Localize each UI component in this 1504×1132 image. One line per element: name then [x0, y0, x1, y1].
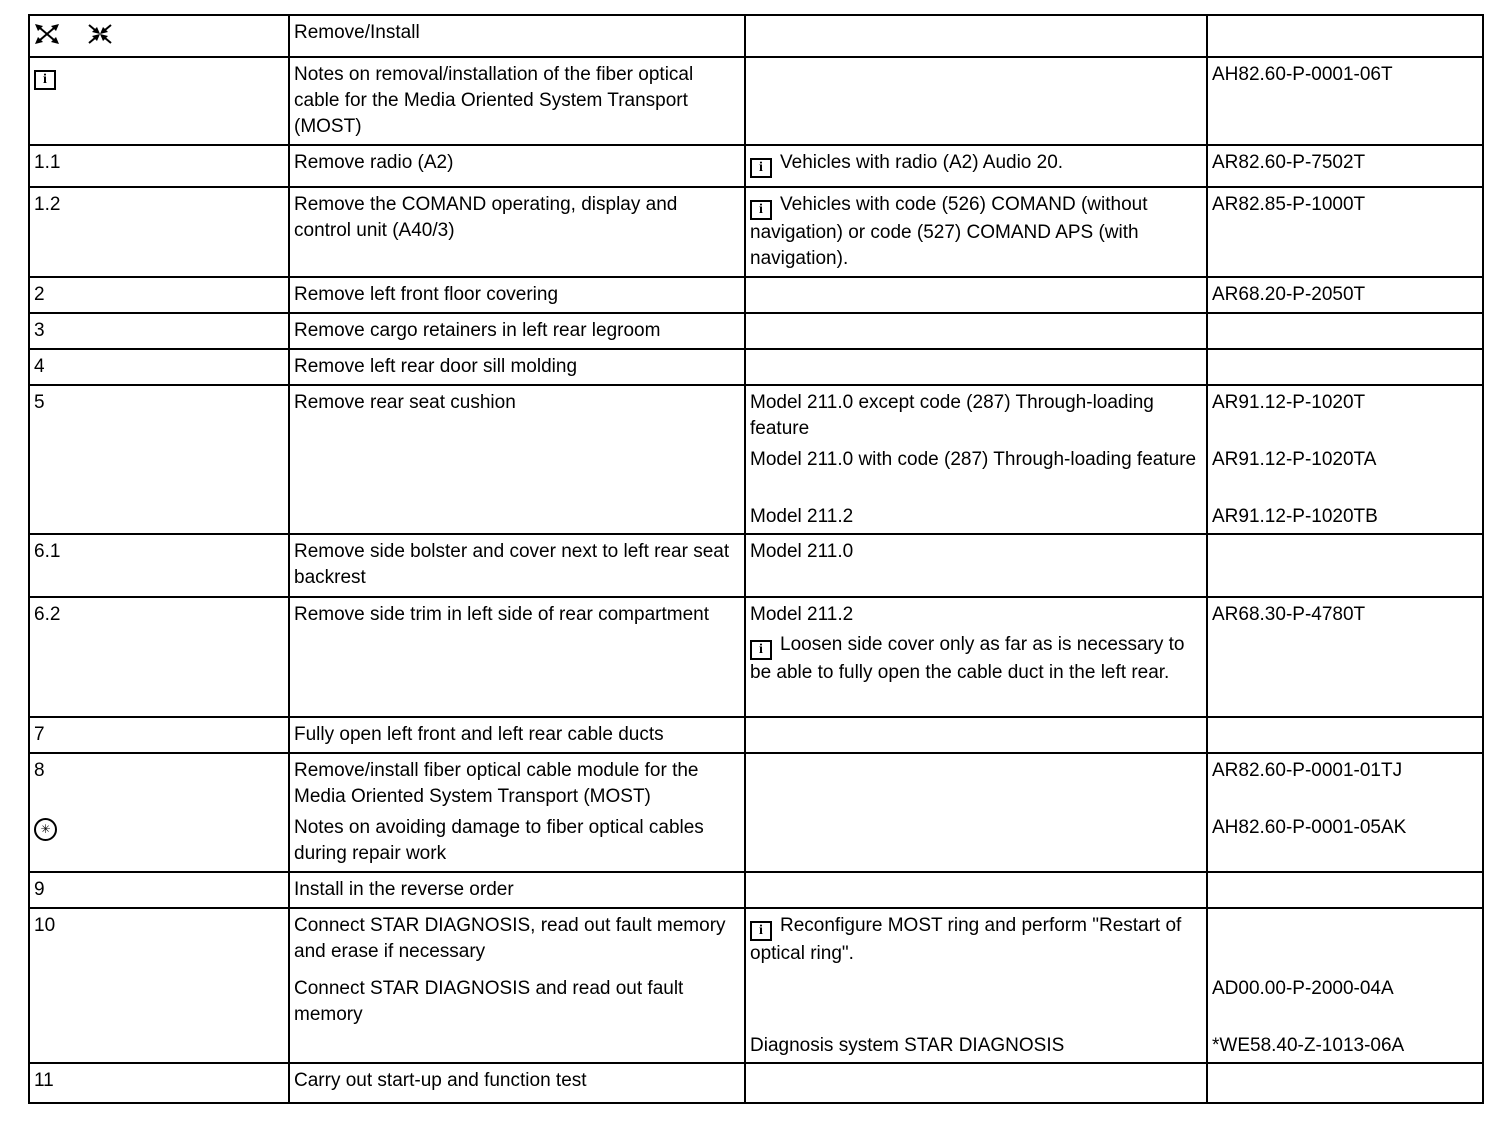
doc-code[interactable]: AH82.60-P-0001-06T — [1212, 64, 1393, 85]
table-row — [30, 535, 1482, 598]
note — [750, 192, 1198, 272]
description-cell — [290, 909, 746, 1062]
doc-code[interactable]: AR91.12-P-1020TA — [1212, 449, 1377, 470]
code-cell — [1208, 314, 1482, 348]
code-cell — [1208, 1064, 1482, 1102]
notes-cell — [746, 718, 1208, 752]
code-cell — [1208, 188, 1482, 276]
description-cell — [290, 16, 746, 56]
step-cell — [30, 1064, 290, 1102]
step-cell — [30, 278, 290, 312]
description-cell — [290, 146, 746, 186]
task-description: Remove side bolster and cover next to left rear seat backrest — [294, 541, 730, 588]
step-number: 11 — [34, 1070, 54, 1091]
step-cell — [30, 598, 290, 716]
code-cell — [1208, 350, 1482, 384]
model-note: Model 211.0 with code (287) Through-loading feature — [750, 449, 1197, 470]
description-cell — [290, 58, 746, 144]
info-icon: i — [750, 921, 772, 941]
description-cell — [290, 386, 746, 533]
doc-code[interactable]: AR91.12-P-1020TB — [1212, 506, 1378, 527]
info-icon: i — [34, 70, 56, 90]
header-icons-cell — [30, 16, 290, 56]
code-cell — [1208, 873, 1482, 907]
table-row — [30, 314, 1482, 350]
model-note: Model 211.2 — [750, 506, 854, 527]
notes-cell — [746, 278, 1208, 312]
notes-cell — [746, 16, 1208, 56]
table-row — [30, 350, 1482, 386]
code-cell — [1208, 754, 1482, 871]
model-note: Model 211.0 — [750, 541, 854, 562]
assemble-icon — [87, 23, 113, 53]
notes-cell — [746, 873, 1208, 907]
step-number: 6.2 — [34, 604, 61, 625]
note-text: Vehicles with radio (A2) Audio 20. — [780, 152, 1064, 173]
step-cell — [30, 146, 290, 186]
notes-cell — [746, 58, 1208, 144]
notes-cell — [746, 350, 1208, 384]
step-number: 1.1 — [34, 152, 61, 173]
description-cell — [290, 188, 746, 276]
task-description: Remove left rear door sill molding — [294, 356, 578, 377]
disassemble-icon — [34, 23, 60, 53]
step-number: 10 — [34, 915, 56, 936]
spacer — [1212, 913, 1474, 976]
task-description: Remove side trim in left side of rear compartment — [294, 604, 709, 625]
step-number: 7 — [34, 724, 45, 745]
info-icon: i — [750, 158, 772, 178]
code-cell — [1208, 909, 1482, 1062]
code-cell — [1208, 16, 1482, 56]
step-cell — [30, 58, 290, 144]
task-description: Remove/install fiber optical cable module for the Media Oriented System Transport (MOST) — [294, 760, 699, 807]
model-note: Model 211.2 — [750, 604, 854, 625]
note-text: Vehicles with code (526) COMAND (without navigation) or code (527) COMAND APS (with navigation). — [750, 194, 1148, 269]
doc-code[interactable]: *WE58.40-Z-1013-06A — [1212, 1035, 1405, 1056]
table-row — [30, 754, 1482, 873]
table-row — [30, 718, 1482, 754]
description-cell — [290, 598, 746, 716]
table-row — [30, 909, 1482, 1064]
table-row — [30, 598, 1482, 718]
task-description: Fully open left front and left rear cable ducts — [294, 724, 664, 745]
step-number: 8 — [34, 760, 45, 781]
description-cell — [290, 314, 746, 348]
notes-cell — [746, 146, 1208, 186]
task-description: Install in the reverse order — [294, 879, 514, 900]
task-description: Remove radio (A2) — [294, 152, 454, 173]
note-text: Diagnosis system STAR DIAGNOSIS — [750, 1035, 1065, 1056]
task-description: Notes on removal/installation of the fiber optical cable for the Media Oriented System Transport (MOST) — [294, 64, 694, 137]
step-number: 2 — [34, 284, 45, 305]
notes-cell — [746, 535, 1208, 596]
table-header-row — [30, 16, 1482, 58]
step-cell — [30, 873, 290, 907]
description-cell — [290, 754, 746, 871]
task-description: Connect STAR DIAGNOSIS and read out fault memory — [294, 978, 684, 1025]
step-cell — [30, 350, 290, 384]
description-cell — [290, 718, 746, 752]
doc-code[interactable]: AR91.12-P-1020T — [1212, 392, 1366, 413]
step-cell — [30, 188, 290, 276]
table-row — [30, 188, 1482, 278]
task-description: Connect STAR DIAGNOSIS, read out fault memory and erase if necessary — [294, 915, 726, 962]
step-cell — [30, 909, 290, 1062]
step-number: 6.1 — [34, 541, 61, 562]
code-cell — [1208, 718, 1482, 752]
doc-code[interactable]: AR82.85-P-1000T — [1212, 194, 1366, 215]
task-description: Remove the COMAND operating, display and control unit (A40/3) — [294, 194, 678, 241]
step-cell — [30, 535, 290, 596]
step-number: 4 — [34, 356, 45, 377]
description-cell — [290, 350, 746, 384]
step-cell — [30, 718, 290, 752]
procedure-table — [28, 14, 1484, 1104]
code-cell — [1208, 535, 1482, 596]
step-number: 3 — [34, 320, 45, 341]
doc-code[interactable]: AR68.30-P-4780T — [1212, 604, 1366, 625]
task-description: Notes on avoiding damage to fiber optical cables during repair work — [294, 817, 704, 864]
description-cell — [290, 873, 746, 907]
info-icon: i — [750, 200, 772, 220]
notes-cell — [746, 1064, 1208, 1102]
doc-code[interactable]: AR82.60-P-7502T — [1212, 152, 1366, 173]
description-cell — [290, 278, 746, 312]
task-description: Remove cargo retainers in left rear legroom — [294, 320, 661, 341]
table-row — [30, 873, 1482, 909]
column-title: Remove/Install — [294, 22, 420, 43]
description-cell — [290, 535, 746, 596]
code-cell — [1208, 278, 1482, 312]
note — [750, 913, 1198, 1033]
description-cell — [290, 1064, 746, 1102]
notes-cell — [746, 188, 1208, 276]
table-row — [30, 386, 1482, 535]
note-text: Reconfigure MOST ring and perform "Restart of optical ring". — [750, 915, 1182, 964]
note-text: Loosen side cover only as far as is necessary to be able to fully open the cable duct in the left rear. — [750, 634, 1185, 683]
step-cell — [30, 314, 290, 348]
step-number: 5 — [34, 392, 45, 413]
note — [750, 150, 1198, 178]
fiber-caution-icon: ✳ — [34, 818, 57, 841]
notes-cell — [746, 386, 1208, 533]
table-row — [30, 1064, 1482, 1102]
doc-code[interactable]: AH82.60-P-0001-05AK — [1212, 817, 1407, 838]
table-row — [30, 146, 1482, 188]
table-row — [30, 278, 1482, 314]
task-description: Carry out start-up and function test — [294, 1070, 587, 1091]
step-number: 1.2 — [34, 194, 61, 215]
doc-code[interactable]: AD00.00-P-2000-04A — [1212, 978, 1394, 999]
code-cell — [1208, 386, 1482, 533]
code-cell — [1208, 598, 1482, 716]
doc-code[interactable]: AR82.60-P-0001-01TJ — [1212, 760, 1403, 781]
notes-cell — [746, 909, 1208, 1062]
notes-cell — [746, 314, 1208, 348]
code-cell — [1208, 146, 1482, 186]
note — [750, 632, 1198, 686]
doc-code[interactable]: AR68.20-P-2050T — [1212, 284, 1366, 305]
step-cell — [30, 754, 290, 871]
task-description: Remove rear seat cushion — [294, 392, 516, 413]
notes-cell — [746, 754, 1208, 871]
step-number: 9 — [34, 879, 45, 900]
task-description: Remove left front floor covering — [294, 284, 559, 305]
info-icon: i — [750, 640, 772, 660]
model-note: Model 211.0 except code (287) Through-loading feature — [750, 392, 1154, 439]
table-row — [30, 58, 1482, 146]
code-cell — [1208, 58, 1482, 144]
notes-cell — [746, 598, 1208, 716]
step-cell — [30, 386, 290, 533]
